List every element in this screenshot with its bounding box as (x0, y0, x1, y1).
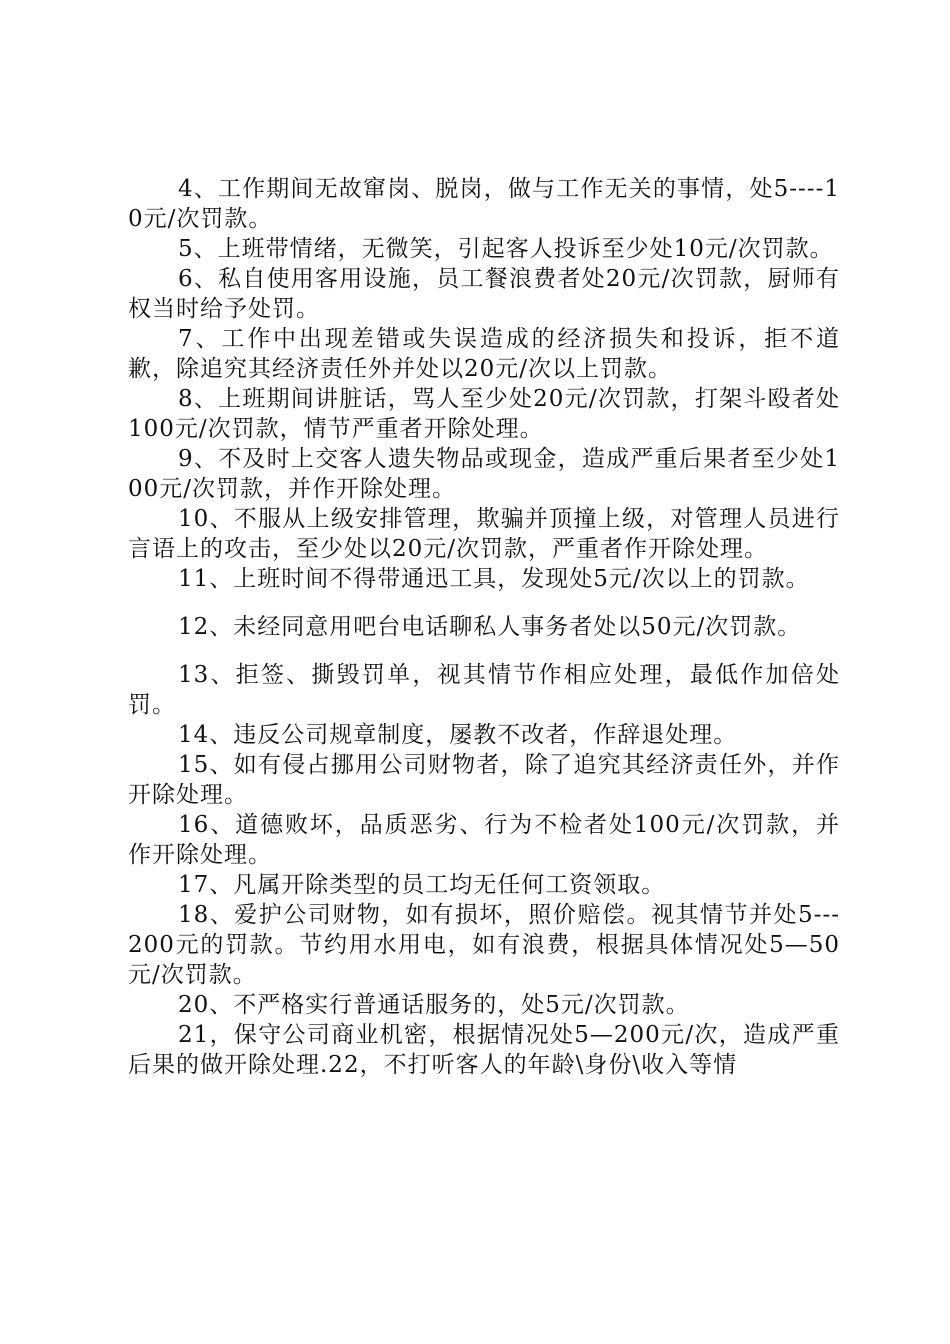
rule-paragraph-4: 4、工作期间无故窜岗、脱岗，做与工作无关的事情，处5----10元/次罚款。 (128, 176, 840, 232)
rule-paragraph-9: 9、不及时上交客人遗失物品或现金，造成严重后果者至少处100元/次罚款，并作开除处理。 (128, 446, 840, 502)
rule-paragraph-7: 7、工作中出现差错或失误造成的经济损失和投诉，拒不道歉，除追究其经济责任外并处以20元/次以上罚款。 (128, 326, 840, 382)
rule-paragraph-11: 11、上班时间不得带通迅工具，发现处5元/次以上的罚款。 (178, 566, 810, 592)
document-body (128, 174, 840, 1080)
rule-paragraph-10: 10、不服从上级安排管理，欺骗并顶撞上级，对管理人员进行言语上的攻击，至少处以20元/次罚款，严重者作开除处理。 (128, 506, 840, 562)
rule-paragraph-5: 5、上班带情绪，无微笑，引起客人投诉至少处10元/次罚款。 (178, 236, 834, 262)
rule-paragraph-8: 8、上班期间讲脏话，骂人至少处20元/次罚款，打架斗殴者处100元/次罚款，情节严重者开除处理。 (128, 386, 840, 442)
rule-paragraph-20: 20、不严格实行普通话服务的，处5元/次罚款。 (178, 992, 690, 1018)
rule-paragraph-18: 18、爱护公司财物，如有损坏，照价赔偿。视其情节并处5---200元的罚款。节约用水用电，如有浪费，根据具体情况处5—50元/次罚款。 (128, 902, 840, 988)
rule-paragraph-14: 14、违反公司规章制度，屡教不改者，作辞退处理。 (178, 722, 738, 748)
rule-paragraph-13: 13、拒签、撕毁罚单，视其情节作相应处理，最低作加倍处罚。 (128, 662, 840, 718)
rule-paragraph-16: 16、道德败坏，品质恶劣、行为不检者处100元/次罚款，并作开除处理。 (128, 812, 840, 868)
rule-paragraph-6: 6、私自使用客用设施，员工餐浪费者处20元/次罚款，厨师有权当时给予处罚。 (128, 266, 840, 322)
rule-paragraph-15: 15、如有侵占挪用公司财物者，除了追究其经济责任外，并作开除处理。 (128, 752, 840, 808)
rule-paragraph-21: 21，保守公司商业机密，根据情况处5—200元/次，造成严重后果的做开除处理.22，不打听客人的年龄\身份\收入等情 (128, 1022, 840, 1078)
rule-paragraph-17: 17、凡属开除类型的员工均无任何工资领取。 (178, 872, 666, 898)
rule-paragraph-12: 12、未经同意用吧台电话聊私人事务者处以50元/次罚款。 (178, 614, 802, 640)
